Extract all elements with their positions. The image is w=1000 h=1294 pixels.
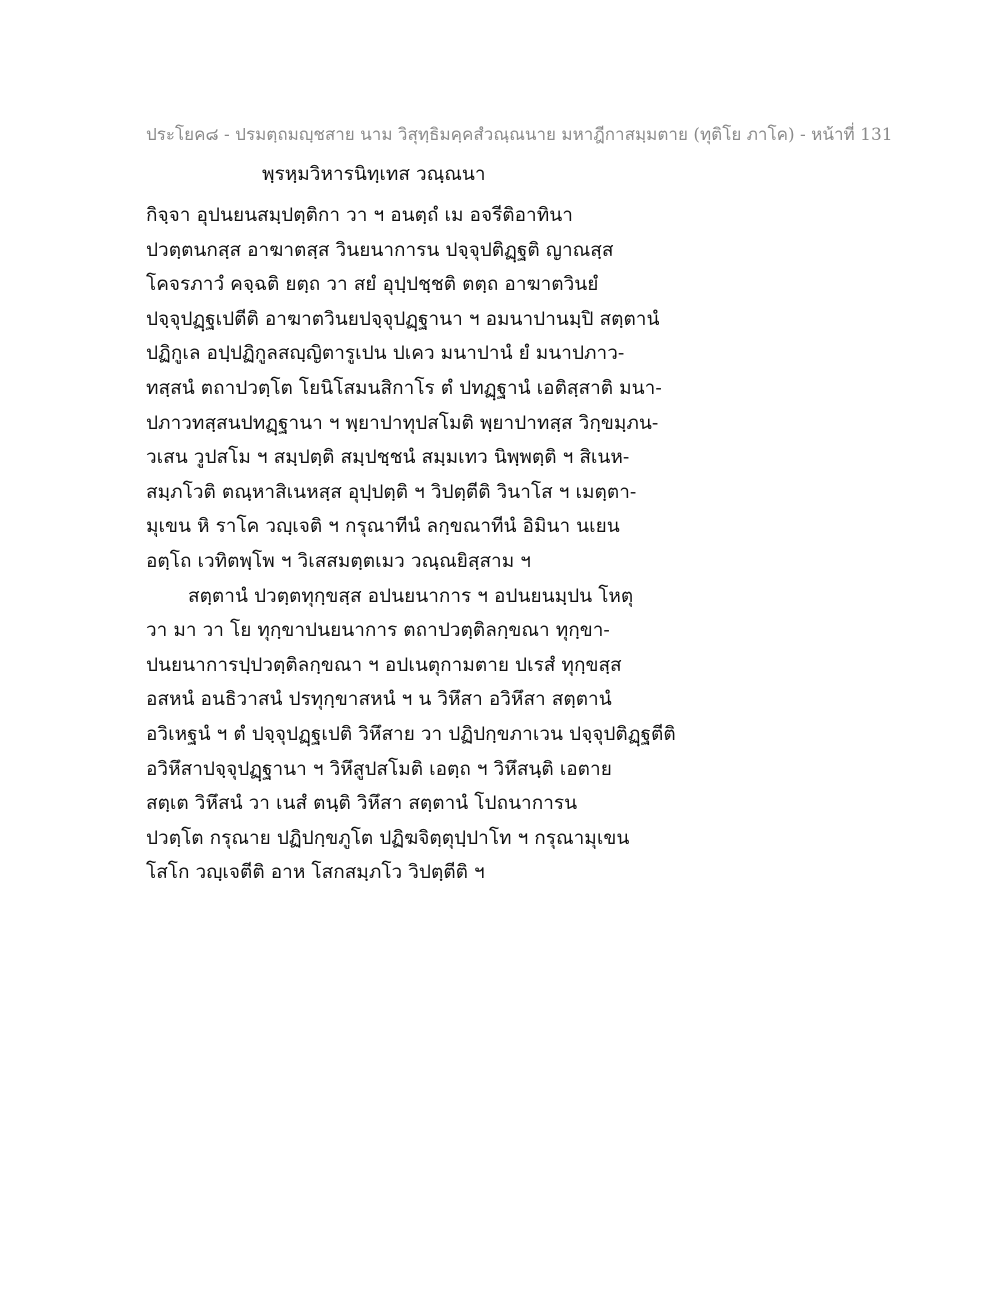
paragraph-2 (146, 579, 846, 890)
text-line: ปนยนาการปฺปวตฺติลกฺขณา ฯ อปเนตุกามตาย ปเรสํ ทุกฺขสฺส (146, 653, 622, 676)
text-line: อวิเหฐนํ ฯ ตํ ปจฺจุปฏฺฐเปติ วิหึสาย วา ปฏิปกฺขภาเวน ปจฺจุปติฏฺฐตีติ (146, 722, 676, 745)
text-line: ปวตฺตนกสฺส อาฆาตสฺส วินยนาการน ปจฺจุปติฏฺฐติ ญาณสฺส (146, 238, 614, 261)
text-line: มุเขน หิ ราโค วญฺเจติ ฯ กรุณาทีนํ ลกฺขณาทีนํ อิมินา นเยน (146, 515, 620, 538)
text-line: ปวตฺโต กรุณาย ปฏิปกฺขภูโต ปฏิฆจิตฺตุปฺปาโท ฯ กรุณามุเขน (146, 826, 630, 849)
text-line: สตฺเต วิหึสนํ วา เนสํ ตนฺติ วิหึสา สตฺตานํ โปถนาการน (146, 792, 578, 815)
page-header: ประโยค๘ - ปรมตฺถมญฺชสาย นาม วิสุทฺธิมคฺคสํวณฺณนาย มหาฎีกาสมฺมตาย (ทุติโย ภาโค) - หน้าที่ 131 (146, 125, 893, 145)
text-line: ทสฺสนํ ตถาปวตฺโต โยนิโสมนสิกาโร ตํ ปทฏฺฐานํ เอติสฺสาติ มนา- (146, 376, 662, 399)
text-line: วา มา วา โย ทุกฺขาปนยนาการ ตถาปวตฺติลกฺขณา ทุกฺขา- (146, 619, 610, 642)
text-line: อวิหึสาปจฺจุปฏฺฐานา ฯ วิหึสูปสโมติ เอตฺถ ฯ วิหึสนฺติ เอตาย (146, 757, 612, 780)
text-line: กิจฺจา อุปนยนสมฺปตฺติกา วา ฯ อนตฺถํ เม อจรีติอาทินา (146, 204, 573, 226)
text-line: วเสน วูปสโม ฯ สมฺปตฺติ สมฺปชฺชนํ สมฺมเทว นิพฺพตฺติ ฯ สิเนห- (146, 446, 630, 469)
paragraph-1 (146, 198, 846, 579)
section-title: พฺรหฺมวิหารนิทฺเทส วณฺณนา (262, 163, 486, 185)
text-line: สมฺภโวติ ตณฺหาสิเนหสฺส อุปฺปตฺติ ฯ วิปตฺตีติ วินาโส ฯ เมตฺตา- (146, 480, 637, 503)
text-line: อตฺโถ เวทิตพฺโพ ฯ วิเสสมตฺตเมว วณฺณยิสฺสาม ฯ (146, 549, 531, 572)
text-line: ปภาวทสฺสนปทฏฺฐานา ฯ พฺยาปาทุปสโมติ พฺยาปาทสฺส วิกฺขมฺภน- (146, 411, 659, 434)
text-line: ปจฺจุปฏฺฐเปตีติ อาฆาตวินยปจฺจุปฏฺฐานา ฯ อมนาปานมฺปิ สตฺตานํ (146, 307, 660, 330)
text-line: อสหนํ อนธิวาสนํ ปรทุกฺขาสหนํ ฯ น วิหึสา อวิหึสา สตฺตานํ (146, 688, 612, 711)
text-line: ปฏิกูเล อปฺปฏิกูลสญฺญิตารูเปน ปเคว มนาปานํ ยํ มนาปภาว- (146, 342, 625, 365)
text-line: โคจรภาวํ คจฺฉติ ยตฺถ วา สยํ อุปฺปชฺชติ ตตฺถ อาฆาตวินยํ (146, 273, 599, 296)
text-line: สตฺตานํ ปวตฺตทุกฺขสฺส อปนยนาการ ฯ อปนยนมฺปน โหตุ (188, 584, 634, 607)
text-line: โสโก วญฺเจตีติ อาห โสกสมฺภโว วิปตฺตีติ ฯ (146, 861, 485, 884)
body-text (146, 198, 846, 890)
